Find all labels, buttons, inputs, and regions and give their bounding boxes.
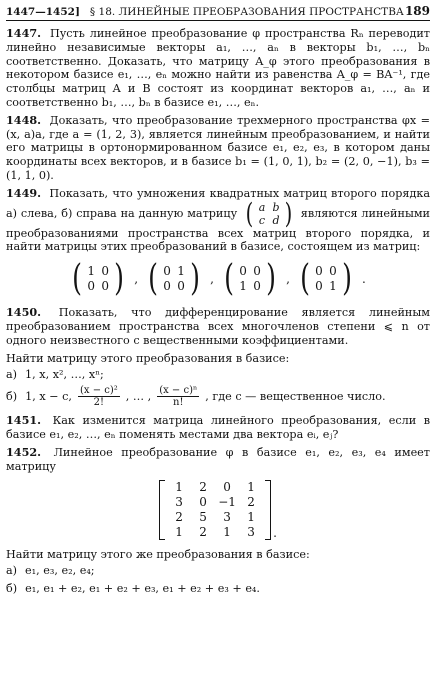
problem-text: Пусть линейное преобразование φ пространства Rₙ переводит линейно независимые векторы a₁, …, aₙ в векторы b₁, …, bₙ соответственно. Доказать, что матрицу A_φ этого преобразования в некотором базисе e₁, …, eₙ можно найти из равенства A_φ = BA⁻¹, где столбцы матриц A и B состоят из координат векторов a₁, …, aₙ и соответственно b₁, …, bₙ в базисе e₁, …, eₙ.: [6, 27, 430, 109]
matrix-cell: −1: [218, 494, 236, 509]
matrix-cell: 1: [175, 524, 183, 539]
matrix-cell: 0: [315, 264, 323, 279]
book-page: [6, 4, 430, 672]
matrix-cell: 2: [247, 494, 255, 509]
matrix-cell: 0: [177, 279, 185, 294]
matrix-cell: 0: [329, 264, 337, 279]
problem-1450: [6, 306, 430, 347]
matrix-cell: 3: [223, 509, 231, 524]
problem-1447: [6, 27, 430, 110]
transformation-matrix: [159, 480, 271, 540]
problem-text-after: являются линейными преобразованиями пространства всех матриц второго порядка, и найти матрицы этих преобразований в базисе, состоящем из матриц:: [6, 206, 430, 254]
matrix-cell: a: [258, 200, 266, 214]
matrix-cell: 1: [239, 279, 247, 294]
running-head: [6, 4, 430, 21]
matrix-cell: 2: [199, 524, 207, 539]
matrix-cell: 0: [315, 279, 323, 294]
matrix-cell: 1: [175, 479, 183, 494]
matrix-cell: 0: [163, 279, 171, 294]
problem-1452: [6, 446, 430, 474]
problem-1449: [6, 187, 430, 254]
section-title: § 18. ЛИНЕЙНЫЕ ПРЕОБРАЗОВАНИЯ ПРОСТРАНСТВА: [89, 6, 404, 18]
problem-number: 1447.: [6, 26, 42, 40]
problem-text: Линейное преобразование φ в базисе e₁, e₂, e₃, e₄ имеет матрицу: [6, 445, 430, 473]
matrix-cell: c: [258, 213, 266, 227]
basis-matrices: ( 1 0 0 0 ) , ( 0 1 0 0 ) , ( 0 0 1 0 ) , ( 0 0 0 1 ) .: [6, 262, 430, 296]
matrix-cell: 0: [199, 494, 207, 509]
matrix-cell: 3: [247, 524, 255, 539]
basis-matrix-4: ( 0 0 0 1 ): [300, 258, 352, 300]
problem-number: 1448.: [6, 112, 42, 127]
fraction: $\frac{\text{(x − c)²}}{2!}$: [79, 385, 118, 409]
problem-1452-matrix-wrap: 1 2 0 1 3 0 −1 2 2 5 3 1 1 2 1 3 .: [6, 480, 430, 540]
problem-1452-prompt: Найти матрицу этого же преобразования в базисе:: [6, 547, 310, 561]
page-number: 189: [404, 4, 430, 18]
matrix-cell: 1: [87, 264, 96, 279]
basis-matrix-3: ( 0 0 1 0 ): [224, 258, 276, 300]
basis-matrix-1: ( 1 0 0 0 ): [72, 258, 125, 300]
problem-1451: [6, 414, 430, 442]
matrix-cell: 1: [223, 524, 231, 539]
matrix-cell: 0: [223, 479, 231, 494]
matrix-cell: 1: [247, 509, 255, 524]
problem-1452-item-a: а) e₁, e₃, e₂, e₄;: [6, 564, 95, 578]
matrix-cell: 0: [101, 264, 110, 279]
problem-1450-item-b: б) 1, x − c, $\frac{\text{(x − c)²}}{2!}$ , … , $\frac{\text{(x − c)ⁿ}}{n!}$ , где c — вещественное число.: [6, 385, 386, 409]
basis-matrix-2: ( 0 1 0 0 ): [148, 258, 201, 300]
matrix-cell: d: [272, 213, 280, 227]
problem-text: Доказать, что преобразование трехмерного пространства φx = (x, a)a, где a = (1, 2, 3), является линейным преобразованием, и найти его матрицы в ортонормированном базисе e₁, e₂, e₃, в котором даны координаты всех векторов, и в базисе b₁ = (1, 0, 1), b₂ = (2, 0, −1), b₃ = (1, 1, 0).: [6, 113, 430, 182]
given-matrix: ( a b c d ): [245, 196, 293, 230]
problem-range: 1447—1452]: [6, 6, 80, 18]
problem-number: 1451.: [6, 413, 42, 428]
problem-1450-item-a: а) 1, x, x², …, xⁿ;: [6, 368, 104, 382]
matrix-cell: 1: [177, 264, 185, 279]
problem-1452-item-b: б) e₁, e₁ + e₂, e₁ + e₂ + e₃, e₁ + e₂ + e₃ + e₄.: [6, 582, 260, 596]
matrix-cell: 2: [175, 509, 183, 524]
matrix-cell: 0: [101, 279, 110, 294]
problem-1450-prompt: Найти матрицу этого преобразования в базисе:: [6, 351, 290, 365]
problem-text: Показать, что дифференцирование является линейным преобразованием пространства всех многочленов степени ⩽ n от одного неизвестного с вещественными коэффициентами.: [6, 306, 430, 347]
matrix-cell: b: [272, 200, 280, 214]
problem-number: 1452.: [6, 444, 42, 459]
matrix-cell: 0: [163, 264, 171, 279]
problem-text-before: Показать, что умножения квадратных матриц второго порядка а) слева, б) справа на данную матрицу: [6, 186, 430, 220]
matrix-cell: 0: [239, 264, 247, 279]
problem-1448: [6, 114, 430, 183]
matrix-cell: 1: [329, 279, 337, 294]
matrix-cell: 0: [253, 279, 261, 294]
matrix-cell: 5: [199, 509, 207, 524]
fraction: $\frac{\text{(x − c)ⁿ}}{n!}$: [159, 385, 198, 409]
problem-number: 1449.: [6, 185, 42, 200]
matrix-cell: 1: [247, 479, 255, 494]
problem-number: 1450.: [6, 305, 42, 320]
matrix-cell: 0: [87, 279, 96, 294]
matrix-cell: 2: [199, 479, 207, 494]
matrix-cell: 0: [253, 264, 261, 279]
matrix-cell: 3: [175, 494, 183, 509]
problem-text: Как изменится матрица линейного преобразования, если в базисе e₁, e₂, …, eₙ поменять местами два вектора eᵢ, eⱼ?: [6, 414, 430, 442]
